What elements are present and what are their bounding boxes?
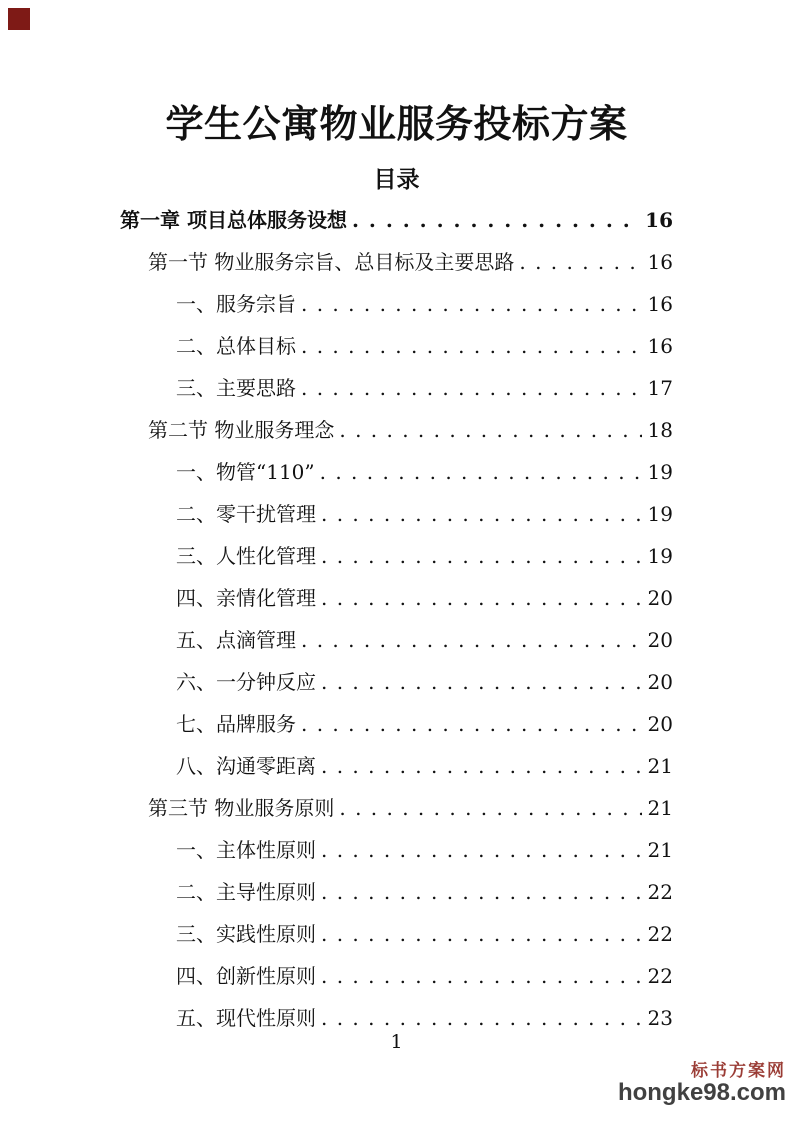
toc-entry-page: 19 — [647, 544, 673, 568]
toc-entry — [120, 283, 673, 325]
toc-dot-leader — [321, 577, 642, 619]
toc-entry — [120, 367, 673, 409]
toc-entry-label: 四、亲情化管理 — [176, 586, 316, 610]
toc-dot-leader — [519, 241, 641, 283]
toc-entry-label: 七、品牌服务 — [176, 712, 296, 736]
toc-dot-leader — [339, 787, 641, 829]
watermark — [618, 1062, 786, 1105]
toc-entry-label: 一、服务宗旨 — [176, 292, 296, 316]
toc-entry — [120, 451, 673, 493]
toc-entry-page: 21 — [647, 796, 673, 820]
toc-entry — [120, 871, 673, 913]
toc-dot-leader — [301, 325, 642, 367]
toc-entry-page: 18 — [647, 418, 673, 442]
toc-dot-leader — [321, 955, 642, 997]
toc-entry-label: 第二节 物业服务理念 — [148, 418, 335, 442]
toc-entry-label: 二、总体目标 — [176, 334, 296, 358]
toc-entry-label: 三、实践性原则 — [176, 922, 316, 946]
toc-entry-page: 21 — [647, 838, 673, 862]
document-title: 学生公寓物业服务投标方案 — [165, 101, 628, 146]
page-number: 1 — [390, 1031, 403, 1053]
toc-dot-leader — [339, 409, 641, 451]
toc-entry-page: 22 — [647, 880, 673, 904]
toc-entry-page: 20 — [647, 586, 673, 610]
toc-entry-label: 第一节 物业服务宗旨、总目标及主要思路 — [148, 250, 515, 274]
toc-entry-label: 二、主导性原则 — [176, 880, 316, 904]
toc-entry — [120, 955, 673, 997]
toc-entry — [120, 703, 673, 745]
toc-entry — [120, 409, 673, 451]
toc-entry-page: 22 — [647, 922, 673, 946]
corner-marker — [8, 8, 30, 30]
table-of-contents — [120, 199, 673, 1039]
toc-entry-page: 16 — [647, 250, 673, 274]
toc-entry-label: 三、主要思路 — [176, 376, 296, 400]
toc-entry — [120, 913, 673, 955]
toc-entry-page: 16 — [645, 208, 673, 232]
toc-entry-label: 六、一分钟反应 — [176, 670, 316, 694]
toc-entry-label: 五、现代性原则 — [176, 1006, 316, 1030]
toc-entry — [120, 493, 673, 535]
toc-entry-page: 23 — [647, 1006, 673, 1030]
toc-dot-leader — [321, 745, 642, 787]
toc-entry-page: 19 — [647, 502, 673, 526]
toc-entry-label: 三、人性化管理 — [176, 544, 316, 568]
toc-entry-page: 16 — [647, 334, 673, 358]
toc-dot-leader — [321, 829, 642, 871]
toc-entry — [120, 829, 673, 871]
toc-entry-label: 一、主体性原则 — [176, 838, 316, 862]
toc-dot-leader — [320, 451, 642, 493]
toc-entry-page: 21 — [647, 754, 673, 778]
toc-heading: 目录 — [373, 166, 420, 193]
toc-entry — [120, 745, 673, 787]
toc-entry — [120, 577, 673, 619]
toc-dot-leader — [321, 871, 642, 913]
toc-entry-page: 19 — [647, 460, 673, 484]
toc-entry-label: 八、沟通零距离 — [176, 754, 316, 778]
toc-entry-label: 五、点滴管理 — [176, 628, 296, 652]
toc-entry-page: 20 — [647, 670, 673, 694]
toc-dot-leader — [301, 703, 642, 745]
toc-entry-label: 第三节 物业服务原则 — [148, 796, 335, 820]
toc-entry-page: 16 — [647, 292, 673, 316]
toc-dot-leader — [321, 913, 642, 955]
toc-entry-label: 第一章 项目总体服务设想 — [120, 208, 347, 232]
toc-entry — [120, 619, 673, 661]
toc-entry-page: 20 — [647, 712, 673, 736]
toc-entry — [120, 661, 673, 703]
toc-dot-leader — [321, 535, 642, 577]
watermark-site-url: hongke98.com — [617, 1079, 786, 1106]
toc-entry-label: 二、零干扰管理 — [176, 502, 316, 526]
toc-dot-leader — [301, 283, 642, 325]
toc-entry-page: 17 — [647, 376, 673, 400]
toc-dot-leader — [301, 619, 642, 661]
toc-entry-label: 一、物管“110” — [176, 460, 315, 484]
toc-dot-leader — [301, 367, 642, 409]
watermark-site-name: 标书方案网 — [691, 1061, 786, 1080]
toc-entry — [120, 241, 673, 283]
toc-entry-page: 20 — [647, 628, 673, 652]
toc-entry — [120, 325, 673, 367]
toc-entry — [120, 199, 673, 241]
toc-dot-leader — [321, 661, 642, 703]
toc-dot-leader — [321, 493, 642, 535]
toc-entry-page: 22 — [647, 964, 673, 988]
toc-entry-label: 四、创新性原则 — [176, 964, 316, 988]
toc-entry — [120, 535, 673, 577]
toc-entry — [120, 787, 673, 829]
toc-dot-leader — [352, 199, 639, 241]
